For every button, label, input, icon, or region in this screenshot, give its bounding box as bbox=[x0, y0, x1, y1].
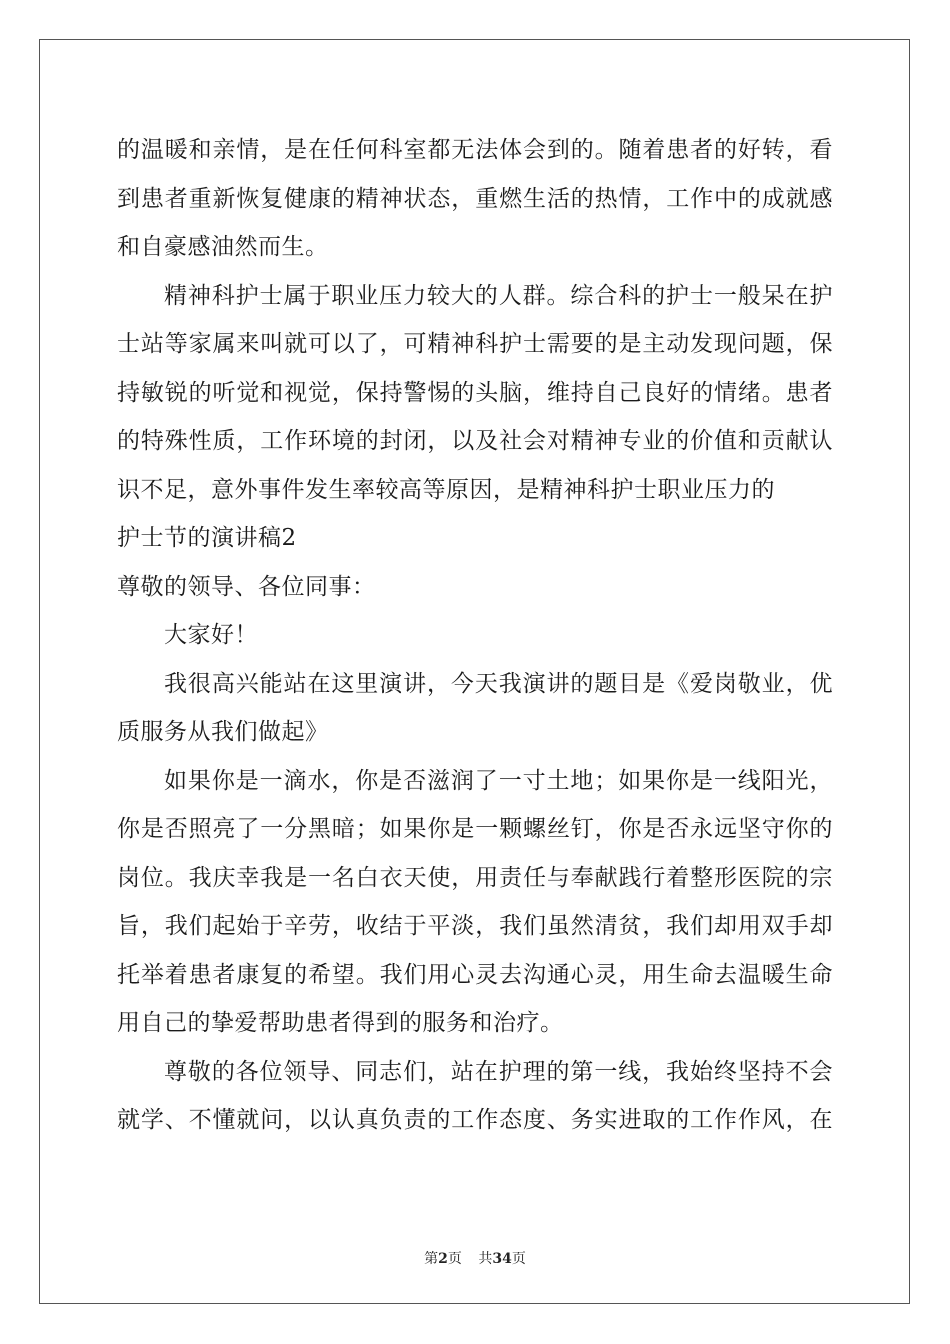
document-body bbox=[117, 126, 833, 1145]
text-line: 士站等家属来叫就可以了，可精神科护士需要的是主动发现问题，保 bbox=[117, 331, 833, 357]
text-line: 托举着患者康复的希望。我们用心灵去沟通心灵，用生命去温暖生命 bbox=[117, 961, 833, 988]
text-line: 你是否照亮了一分黑暗；如果你是一颗螺丝钉，你是否永远坚守你的 bbox=[117, 816, 833, 842]
text-line: 持敏锐的听觉和视觉，保持警惕的头脑，维持自己良好的情绪。患者 bbox=[117, 379, 833, 406]
text-line: 就学、不懂就问，以认真负责的工作态度、务实进取的工作作风，在 bbox=[117, 1107, 833, 1133]
page-footer bbox=[0, 1248, 950, 1268]
text-line: 精神科护士属于职业压力较大的人群。综合科的护士一般呆在护 bbox=[164, 282, 833, 309]
text-line: 如果你是一滴水，你是否滋润了一寸土地；如果你是一线阳光， bbox=[164, 767, 833, 794]
text-line: 识不足，意外事件发生率较高等原因，是精神科护士职业压力的 bbox=[117, 476, 775, 503]
page-indicator: 第2页 bbox=[424, 1251, 462, 1267]
text-line: 到患者重新恢复健康的精神状态，重燃生活的热情，工作中的成就感 bbox=[117, 185, 833, 212]
total-pages-indicator: 共34页 bbox=[478, 1251, 526, 1267]
text-line: 岗位。我庆幸我是一名白衣天使，用责任与奉献践行着整形医院的宗 bbox=[117, 864, 833, 891]
text-line: 尊敬的领导、各位同事： bbox=[117, 573, 376, 600]
text-line: 大家好！ bbox=[164, 622, 258, 648]
text-line: 质服务从我们做起》 bbox=[117, 719, 329, 745]
text-line: 旨，我们起始于辛劳，收结于平淡，我们虽然清贫，我们却用双手却 bbox=[117, 913, 833, 939]
text-line: 尊敬的各位领导、同志们，站在护理的第一线，我始终坚持不会 bbox=[164, 1058, 833, 1085]
text-line: 和自豪感油然而生。 bbox=[117, 234, 329, 260]
text-line: 的特殊性质，工作环境的封闭，以及社会对精神专业的价值和贡献认 bbox=[117, 428, 833, 454]
text-line: 我很高兴能站在这里演讲，今天我演讲的题目是《爱岗敬业，优 bbox=[164, 670, 833, 697]
text-line: 的温暖和亲情，是在任何科室都无法体会到的。随着患者的好转，看 bbox=[117, 137, 833, 163]
text-line: 护士节的演讲稿2 bbox=[117, 525, 297, 551]
text-line: 用自己的挚爱帮助患者得到的服务和治疗。 bbox=[117, 1010, 564, 1036]
